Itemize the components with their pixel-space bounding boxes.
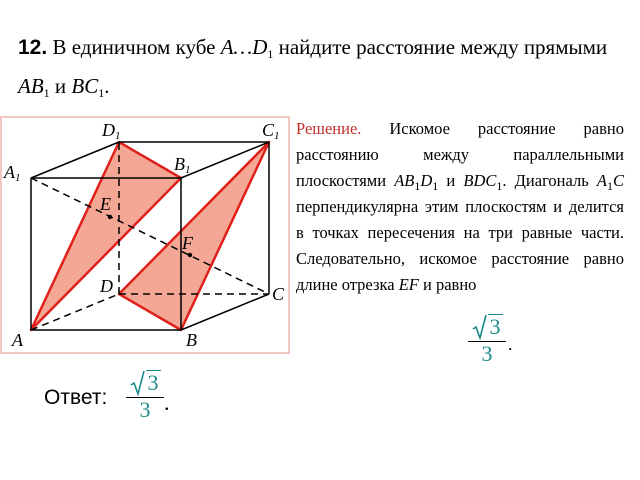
label-d: D bbox=[100, 276, 113, 296]
point-f bbox=[188, 253, 192, 257]
segment-ef: EF bbox=[398, 275, 419, 294]
cube-name: A…D bbox=[220, 35, 268, 59]
label-b1: B1 bbox=[174, 154, 191, 176]
problem-and: и bbox=[49, 74, 72, 98]
label-c1: C1 bbox=[262, 120, 280, 142]
problem-text-1: В единичном кубе bbox=[52, 35, 221, 59]
problem-number: 12. bbox=[18, 36, 48, 59]
label-f: F bbox=[182, 233, 193, 253]
label-c: C bbox=[272, 284, 285, 304]
answer-period: . bbox=[164, 390, 170, 415]
diagonal-c: C bbox=[612, 171, 624, 190]
answer-label: Ответ: bbox=[44, 386, 108, 409]
cube-figure bbox=[0, 116, 290, 354]
answer-numerator: 3 bbox=[147, 370, 159, 395]
sqrt-sign bbox=[130, 370, 146, 396]
sqrt-sign bbox=[472, 314, 488, 340]
solution-value-denominator: 3 bbox=[481, 341, 493, 366]
problem-end: . bbox=[104, 74, 110, 98]
solution-part-4: перпендикулярна этим плоскостям и делится в точках пересечения на три равные части. Следовательно, искомое расстояние равно длине отрезка bbox=[296, 197, 624, 294]
problem-statement bbox=[18, 28, 624, 105]
solution-part-3: . Диагональ bbox=[502, 171, 597, 190]
solution-text bbox=[296, 116, 624, 298]
solution-value-period: . bbox=[508, 334, 513, 354]
plane-2: BDC bbox=[463, 171, 497, 190]
point-e bbox=[108, 215, 112, 219]
line-bc1: BC bbox=[71, 74, 99, 98]
line-bc1-sub: 1 bbox=[98, 86, 105, 100]
plane-1b-sub: 1 bbox=[432, 179, 439, 193]
solution-part-2: и bbox=[438, 171, 464, 190]
solution-heading: Решение. bbox=[296, 119, 362, 138]
problem-text-2: найдите расстояние между прямыми bbox=[273, 35, 608, 59]
plane-1a-sub: 1 bbox=[414, 179, 421, 193]
label-a1: A1 bbox=[4, 162, 21, 184]
label-b: B bbox=[186, 330, 197, 350]
label-d1: D1 bbox=[102, 120, 121, 142]
label-e: E bbox=[100, 194, 111, 214]
diagonal-a: A bbox=[596, 171, 607, 190]
plane-2-sub: 1 bbox=[496, 179, 503, 193]
plane-1a: AB bbox=[394, 171, 415, 190]
solution-value bbox=[468, 314, 506, 366]
plane-1b: D bbox=[420, 171, 433, 190]
answer-denominator: 3 bbox=[139, 397, 151, 422]
answer-value bbox=[126, 370, 164, 422]
cube-sub: 1 bbox=[267, 47, 274, 61]
solution-part-1: Искомое расстояние равно расстоянию между параллельными плоскостями bbox=[296, 119, 624, 190]
diagonal-sub: 1 bbox=[606, 179, 613, 193]
solution-part-5: и равно bbox=[418, 275, 477, 294]
line-ab1-sub: 1 bbox=[43, 86, 50, 100]
label-a: A bbox=[12, 330, 23, 350]
line-ab1: AB bbox=[18, 74, 44, 98]
solution-value-numerator: 3 bbox=[489, 314, 501, 339]
